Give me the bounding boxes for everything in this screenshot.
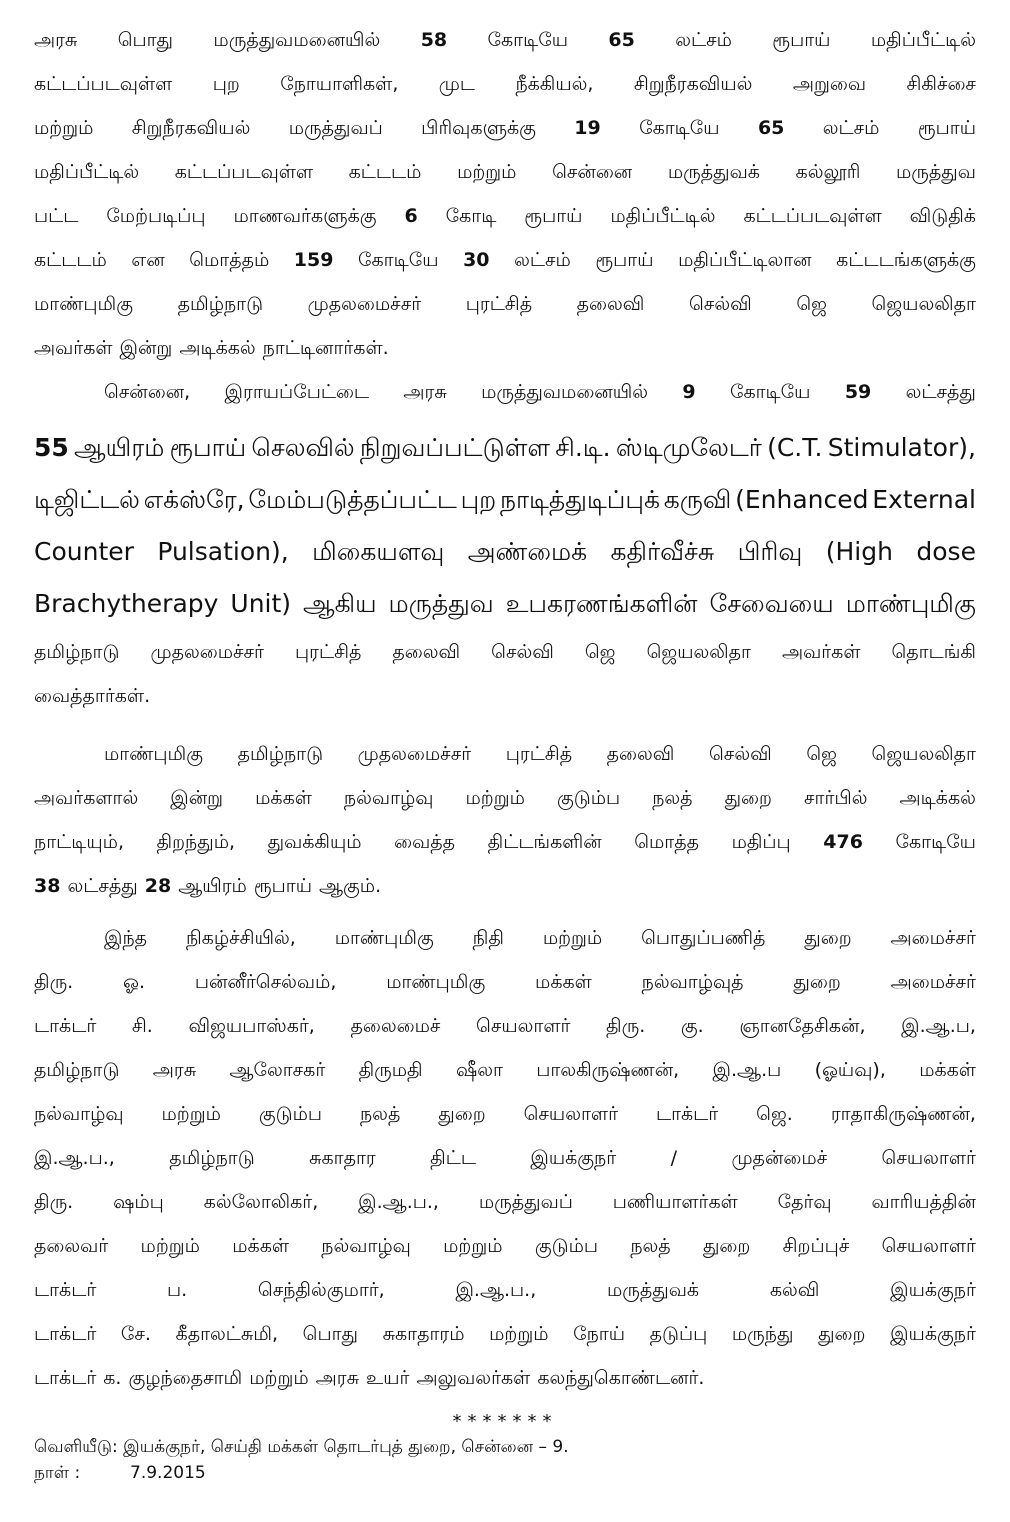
word: பாலகிருஷ்ணன், [536, 1059, 680, 1081]
word: மாணவர்களுக்கு [233, 205, 377, 227]
word: கோடி [445, 205, 497, 227]
word: மற்றும் [249, 1367, 309, 1389]
word: லட்சம் [822, 117, 880, 139]
word: சுகாதார [309, 1147, 376, 1169]
word: அடிக்கல் [179, 337, 256, 359]
word: ப. [167, 1279, 188, 1301]
word: சே. [120, 1323, 151, 1345]
word: பொதுப்பணித் [641, 927, 766, 949]
word: மற்றும் [542, 927, 603, 949]
word: குடும்ப [258, 1103, 323, 1125]
word: டாக்டர் [34, 1015, 97, 1037]
word: ஆலோசகர் [229, 1059, 326, 1081]
text-line [34, 630, 976, 674]
text-line [34, 916, 976, 960]
word: நிகழ்ச்சியில், [185, 927, 296, 949]
word: அரசு [34, 29, 78, 51]
word: இ.ஆ.ப, [901, 1015, 976, 1037]
word: மக்கள் [255, 787, 312, 809]
word: இ.ஆ.ப., [34, 1147, 115, 1169]
word: பட்ட [34, 205, 79, 227]
word: சிறுநீரகவியல் [131, 117, 251, 139]
word: தலைவி [392, 641, 461, 663]
word: மதிப்பீட்டில் [34, 161, 140, 183]
word: அவர்களால் [34, 787, 139, 809]
word: கோடியே [729, 381, 811, 403]
word: சேவையை [709, 589, 834, 618]
text-line [34, 1136, 976, 1180]
word: Stimulator), [827, 433, 976, 462]
word: மக்கள் [919, 1059, 976, 1081]
word: ஷம்பு [113, 1191, 164, 1213]
word: கோடியே [487, 29, 569, 51]
word: மாண்புமிகு [34, 293, 134, 315]
word: கட்டப்படவுள்ள [743, 205, 882, 227]
text-line [34, 820, 976, 864]
word: முதலமைச்சர் [357, 743, 472, 765]
word: அண்மைக் [467, 537, 588, 566]
paragraph-attendees [34, 916, 976, 1400]
word: செயலாளர் [881, 1147, 976, 1169]
word: மக்கள் [232, 1235, 289, 1257]
word: ஆகும். [319, 875, 382, 897]
date-label: நாள் : [34, 1463, 81, 1483]
word: பன்னீர்செல்வம், [194, 971, 337, 993]
word: சி. [131, 1015, 153, 1037]
word: மருத்துவப் [288, 117, 383, 139]
word: (C.T. [767, 433, 823, 462]
word: தமிழ்நாடு [169, 1147, 255, 1169]
word: மருந்து [731, 1323, 794, 1345]
word: முதலமைச்சர் [150, 641, 264, 663]
word: பொது [302, 1323, 358, 1345]
word: ஆகிய [303, 589, 377, 618]
word: மருத்துவக் [607, 1279, 700, 1301]
word: டாக்டர் [34, 1323, 97, 1345]
word: தலைவி [576, 293, 645, 315]
word: 55 [34, 433, 69, 462]
word: மருத்துவமனையில் [213, 29, 381, 51]
word: பணியாளர்கள் [612, 1191, 738, 1213]
word: மருத்துவ [896, 161, 976, 183]
word: தலைவர் [34, 1235, 109, 1257]
word: நிறுவப்பட்டுள்ள [359, 433, 550, 462]
word: மற்றும் [457, 161, 517, 183]
word: செயலாளர் [881, 1235, 976, 1257]
word: 6 [404, 205, 418, 227]
word: மாண்புமிகு [386, 971, 486, 993]
word: திட்டங்களின் [487, 831, 602, 853]
word: 9 [682, 381, 696, 403]
text-line [34, 960, 976, 1004]
word: 28 [144, 875, 172, 897]
word: இராயப்பேட்டை [224, 381, 370, 403]
text-line [34, 1224, 976, 1268]
word: கோடியே [895, 831, 976, 853]
word: மேம்படுத்தப்பட்ட [248, 485, 457, 514]
word: நாடித்துடிப்புக் [499, 485, 660, 514]
word: ரூபாய் [917, 117, 976, 139]
word: மதிப்பு [731, 831, 791, 853]
word: நாட்டினார்கள். [262, 337, 389, 359]
word: புரட்சித் [505, 743, 573, 765]
word: அலுவலர்கள் [416, 1367, 531, 1389]
word: அமைச்சர் [890, 927, 976, 949]
word: சுகாதாரம் [382, 1323, 465, 1345]
text-line [34, 578, 976, 630]
word: மருத்துவமனையில் [481, 381, 649, 403]
word: மொத்த [634, 831, 699, 853]
word: 476 [823, 831, 863, 853]
word: மாண்புமிகு [334, 927, 434, 949]
word: செயலாளர் [523, 1103, 618, 1125]
word: ஆயிரம் [178, 875, 247, 897]
word: இயக்குநர் [890, 1323, 976, 1345]
word: சிகிச்சை [906, 73, 976, 95]
word: சிறுநீரகவியல் [633, 73, 753, 95]
word: ரூபாய் [524, 205, 583, 227]
word: நல்வாழ்வு [34, 1103, 124, 1125]
word: அரசு [315, 1367, 359, 1389]
text-line [34, 674, 976, 718]
word: அடிக்கல் [899, 787, 976, 809]
word: ரூபாய் [253, 875, 312, 897]
word: கலந்துகொண்டனர். [537, 1367, 705, 1389]
word: ஜெயலலிதா [871, 743, 976, 765]
text-line [34, 18, 976, 62]
word: ஜெயலலிதா [871, 293, 976, 315]
word: திரு. [606, 1015, 646, 1037]
word: திருமதி [358, 1059, 423, 1081]
text-line [34, 1004, 976, 1048]
word: தலைமைச் [350, 1015, 441, 1037]
word: செல்வி [689, 293, 752, 315]
text-line [34, 238, 976, 282]
word: புரட்சித் [295, 641, 362, 663]
word: செயலாளர் [476, 1015, 571, 1037]
word: மக்கள் [535, 971, 592, 993]
word: கதிர்வீச்சு [610, 537, 715, 566]
word: ஜெ [584, 641, 616, 663]
release-date [34, 1460, 976, 1486]
text-line [34, 526, 976, 578]
word: திரு. [34, 971, 74, 993]
word: ஓ. [123, 971, 146, 993]
word: செல்வி [709, 743, 772, 765]
word: ரூபாய் [169, 433, 247, 462]
word: விடுதிக் [909, 205, 976, 227]
word: மற்றும் [140, 1235, 200, 1257]
word: மதிப்பீட்டிலான [678, 249, 812, 271]
word: மதிப்பீட்டில் [870, 29, 976, 51]
word: செந்தில்குமார், [257, 1279, 385, 1301]
word: நோயாளிகள், [280, 73, 399, 95]
text-line [34, 422, 976, 474]
word: கல்லூரி [795, 161, 861, 183]
word: மாண்புமிகு [845, 589, 976, 618]
word: துறை [804, 927, 852, 949]
word: மற்றும் [161, 1103, 221, 1125]
paragraph-foundation-stones [34, 18, 976, 370]
word: சென்னை, [104, 381, 191, 403]
word: ரூபாய் [772, 29, 831, 51]
text-line [34, 864, 976, 908]
word: நல்வாழ்வு [343, 787, 434, 809]
paragraph-total-value [34, 732, 976, 908]
word: நலத் [652, 787, 693, 809]
word: தமிழ்நாடு [237, 743, 324, 765]
word: வைத்த [394, 831, 456, 853]
press-release-page [34, 18, 976, 1486]
word: ஜெ. [756, 1103, 793, 1125]
word: இ.ஆ.ப., [455, 1279, 537, 1301]
text-line [34, 1092, 976, 1136]
word: ஷீலா [455, 1059, 503, 1081]
word: துவக்கியும் [267, 831, 362, 853]
word: மற்றும் [34, 117, 94, 139]
word: நிதி [472, 927, 504, 949]
word: திரு. [34, 1191, 74, 1213]
word: இ.ஆ.ப., [358, 1191, 439, 1213]
word: துறை [702, 1235, 751, 1257]
word: உயர் [365, 1367, 410, 1389]
text-line [34, 62, 976, 106]
word: நலத் [359, 1103, 401, 1125]
word: dose [916, 537, 976, 566]
word: வாரியத்தின் [871, 1191, 976, 1213]
word: மற்றும் [443, 1235, 503, 1257]
word: மற்றும் [489, 1323, 549, 1345]
text-line [34, 474, 976, 526]
word: பிரிவுகளுக்கு [421, 117, 536, 139]
word: க. [103, 1367, 122, 1389]
word: / [670, 1147, 678, 1169]
word: கல்வி [769, 1279, 820, 1301]
word: கோடியே [358, 249, 439, 271]
word: டாக்டர் [34, 1279, 97, 1301]
word: லட்சத்து [67, 875, 138, 897]
word: அவர்கள் [781, 641, 861, 663]
word: கட்டப்படவுள்ள [174, 161, 314, 183]
separator-stars: ******* [452, 1411, 558, 1432]
word: அரசு [403, 381, 447, 403]
word: கட்டடம் [34, 249, 107, 271]
word: லட்சம் [675, 29, 732, 51]
word: பொது [117, 29, 174, 51]
word: இந்த [104, 927, 148, 949]
word: மற்றும் [465, 787, 525, 809]
word: சார்பில் [804, 787, 868, 809]
text-line [34, 282, 976, 326]
word: அமைச்சர் [890, 971, 976, 993]
text-line [34, 1356, 976, 1400]
word: துறை [818, 1323, 866, 1345]
release-credit: வெளியீடு: இயக்குநர், செய்தி மக்கள் தொடர்புத் துறை, சென்னை – 9. [34, 1437, 569, 1457]
word: Counter [34, 537, 134, 566]
word: Unit) [230, 589, 292, 618]
word: கட்டடங்களுக்கு [836, 249, 976, 271]
word: முதன்மைச் [731, 1147, 828, 1169]
word: ஞானதேசிகன், [739, 1015, 866, 1037]
word: ரூபாய் [595, 249, 654, 271]
text-line [34, 1048, 976, 1092]
word: ஜெ [796, 293, 827, 315]
word: நல்வாழ்வு [321, 1235, 411, 1257]
word: லட்சத்து [905, 381, 976, 403]
word: ஆயிரம் [74, 433, 165, 462]
word: டாக்டர் [34, 1367, 97, 1389]
word: ஜெயலலிதா [646, 641, 751, 663]
word: கருவி [663, 485, 732, 514]
word: அரசு [152, 1059, 197, 1081]
word: ஸ்டிமுலேடர் [615, 433, 762, 462]
word: ஜெ [806, 743, 837, 765]
word: (High [825, 537, 893, 566]
word: நல்வாழ்வுத் [641, 971, 744, 993]
word: கல்லோலிகர், [203, 1191, 319, 1213]
word: அறுவை [792, 73, 867, 95]
word: துறை [793, 971, 841, 993]
word: முதலமைச்சர் [307, 293, 422, 315]
word: துறை [724, 787, 772, 809]
text-line [34, 370, 976, 414]
word: இன்று [170, 787, 224, 809]
word: சென்னை [552, 161, 633, 183]
word: குடும்ப [534, 1235, 599, 1257]
word: பிரிவு [737, 537, 803, 566]
word: 65 [757, 117, 785, 139]
word: புற [212, 73, 240, 95]
word: மிகையளவு [312, 537, 445, 566]
paragraph-medical-equipment [34, 370, 976, 718]
word: இன்று [119, 337, 173, 359]
word: துறை [438, 1103, 486, 1125]
text-line [34, 326, 976, 370]
word: தடுப்பு [649, 1323, 708, 1345]
word: நீக்கியல், [515, 73, 594, 95]
word: கட்டப்படவுள்ள [34, 73, 173, 95]
word: Brachytherapy [34, 589, 219, 618]
word: இயக்குநர் [530, 1147, 617, 1169]
word: என [131, 249, 165, 271]
word: டாக்டர் [655, 1103, 719, 1125]
word: செலவில் [251, 433, 355, 462]
text-line [34, 1312, 976, 1356]
word: 65 [608, 29, 635, 51]
word: இ.ஆ.ப [712, 1059, 782, 1081]
word: விஜயபாஸ்கர், [188, 1015, 315, 1037]
text-line [34, 194, 976, 238]
text-line [34, 1268, 976, 1312]
word: கோடியே [639, 117, 720, 139]
word: தமிழ்நாடு [34, 641, 120, 663]
word: கீதாலட்சுமி, [175, 1323, 279, 1345]
word: டிஜிட்டல் [34, 485, 140, 514]
word: மொத்தம் [189, 249, 270, 271]
word: வைத்தார்கள். [34, 685, 151, 707]
word: 159 [293, 249, 334, 271]
word: அவர்கள் [34, 337, 113, 359]
word: 58 [420, 29, 448, 51]
word: மேற்படிப்பு [106, 205, 206, 227]
word: உபகரணங்களின் [505, 589, 698, 618]
word: தேர்வு [777, 1191, 832, 1213]
word: மதிப்பீட்டில் [610, 205, 716, 227]
word: மருத்துவப் [478, 1191, 573, 1213]
word: குழந்தைசாமி [128, 1367, 243, 1389]
word: மருத்துவக் [667, 161, 760, 183]
text-line [34, 732, 976, 776]
text-line [34, 106, 976, 150]
word: முட [438, 73, 476, 95]
word: தமிழ்நாடு [177, 293, 264, 315]
text-line [34, 1180, 976, 1224]
word: மருத்துவ [388, 589, 494, 618]
word: நோய் [573, 1323, 626, 1345]
word: இயக்குநர் [890, 1279, 976, 1301]
text-line [34, 776, 976, 820]
word: புரட்சித் [465, 293, 533, 315]
word: எக்ஸ்ரே, [143, 485, 245, 514]
word: 30 [463, 249, 490, 271]
word: நலத் [630, 1235, 671, 1257]
word: Pulsation), [157, 537, 289, 566]
word: கு. [680, 1015, 704, 1037]
word: மாண்புமிகு [104, 743, 204, 765]
word: தமிழ்நாடு [34, 1059, 120, 1081]
word: செல்வி [491, 641, 554, 663]
word: தலைவி [606, 743, 675, 765]
word: தொடங்கி [891, 641, 976, 663]
word: லட்சம் [514, 249, 571, 271]
word: திறந்தும், [156, 831, 236, 853]
word: ராதாகிருஷ்ணன், [830, 1103, 976, 1125]
word: சி.டி. [555, 433, 611, 462]
date-value: 7.9.2015 [130, 1463, 206, 1483]
text-line [34, 150, 976, 194]
word: குடும்ப [556, 787, 621, 809]
word: 19 [574, 117, 601, 139]
word: திட்ட [430, 1147, 476, 1169]
word: புற [460, 485, 497, 514]
word: (ஓய்வு), [814, 1059, 886, 1081]
word: 59 [844, 381, 872, 403]
word: 38 [34, 875, 61, 897]
word: External [872, 485, 976, 514]
word: சிறப்புச் [782, 1235, 850, 1257]
word: (Enhanced [735, 485, 869, 514]
word: கட்டடம் [348, 161, 422, 183]
word: நாட்டியும், [34, 831, 124, 853]
